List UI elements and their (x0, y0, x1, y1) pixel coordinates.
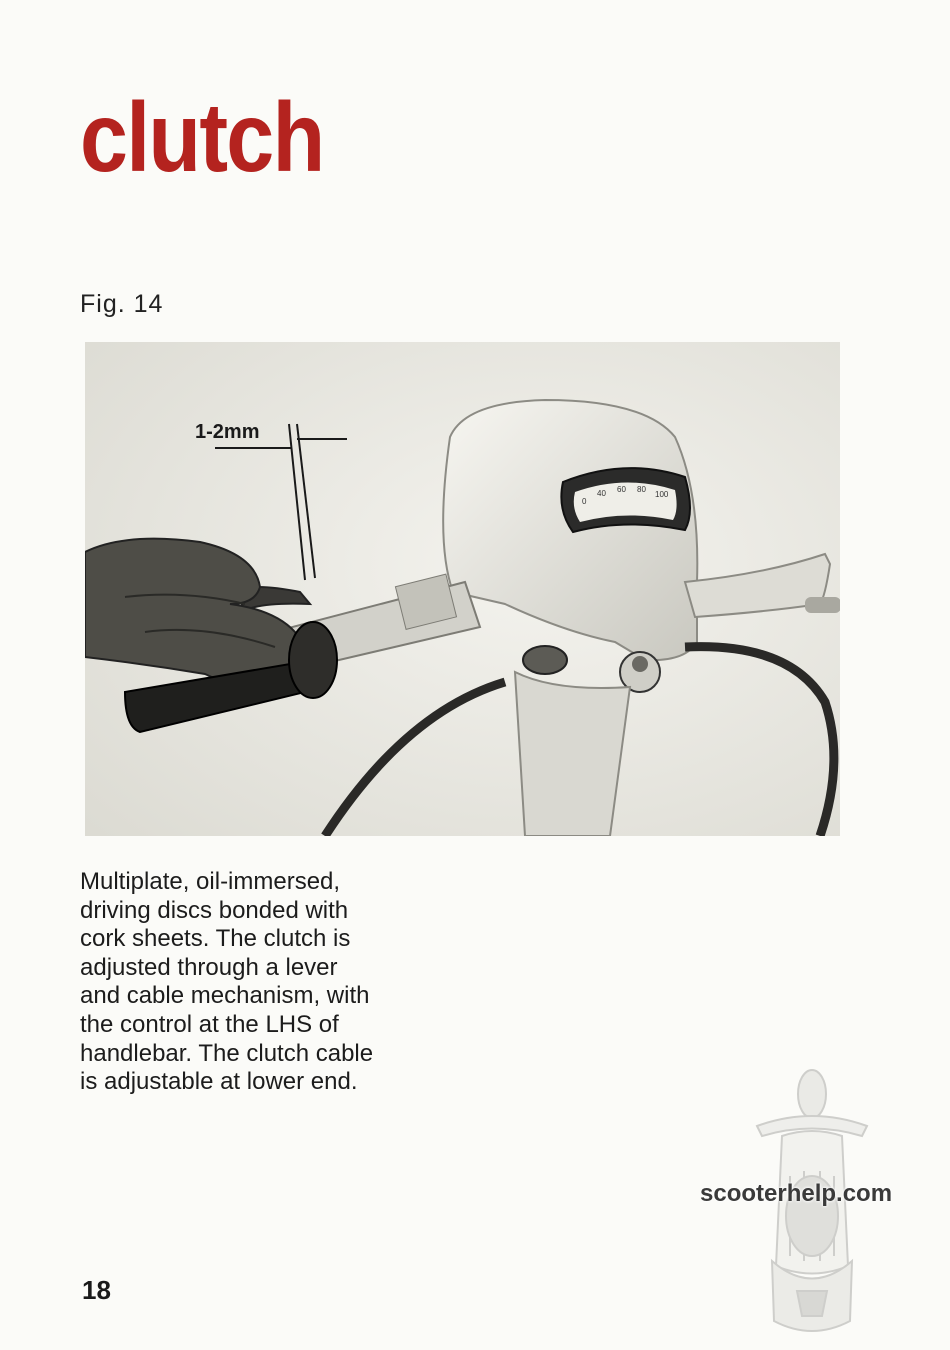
page-title: clutch (80, 82, 324, 192)
figure-photo (85, 342, 840, 836)
body-line: driving discs bonded with (80, 896, 349, 924)
body-line: the control at the LHS of (80, 1010, 339, 1038)
speedo-mark-0: 0 (582, 497, 587, 506)
speedo-mark-60: 60 (617, 485, 626, 494)
body-line: is adjustable at lower end. (80, 1068, 358, 1096)
watermark-text: scooterhelp.com (700, 1180, 893, 1207)
body-line: Multiplate, oil-immersed, (80, 868, 341, 895)
body-line: cork sheets. The clutch is (80, 925, 351, 953)
body-line: handlebar. The clutch cable (80, 1039, 374, 1067)
speedo-mark-100: 100 (655, 490, 669, 499)
figure-label: Fig. 14 (80, 290, 164, 318)
body-line: and cable mechanism, with (80, 982, 370, 1010)
speedo-mark-80: 80 (637, 485, 646, 494)
page-number: 18 (82, 1275, 111, 1305)
body-paragraph (80, 868, 480, 1097)
body-line: adjusted through a lever (80, 953, 338, 981)
measurement-label: 1-2mm (195, 421, 260, 443)
speedo-mark-40: 40 (597, 489, 606, 498)
